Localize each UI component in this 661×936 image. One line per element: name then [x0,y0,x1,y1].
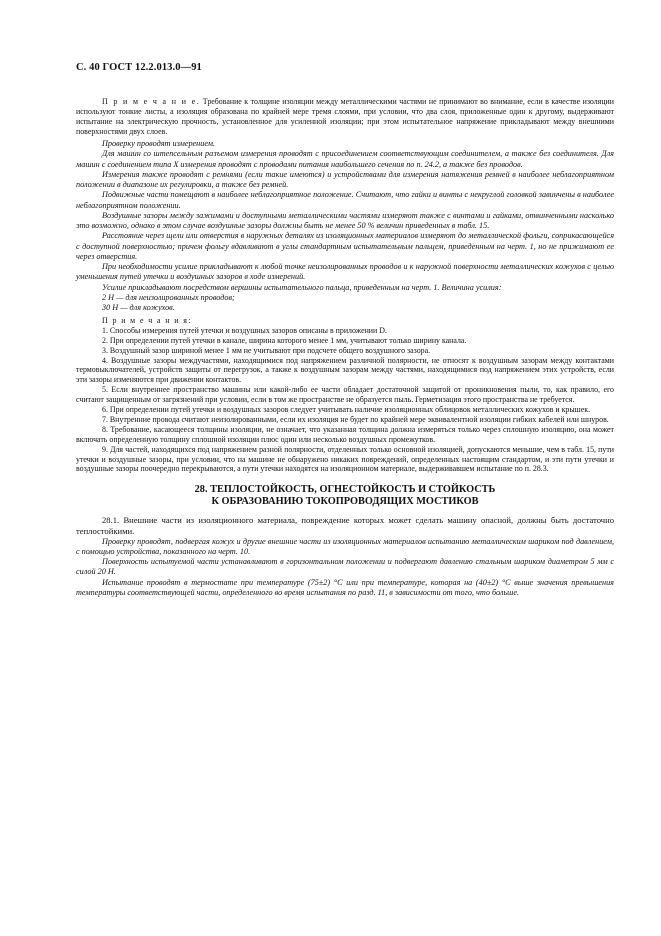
body-paragraph: Воздушные зазоры между зажимами и доступными металлическими частями измеряют также с винтами и гайками, отвинченными насколько это возможно, однако в этом случае воздушные зазоры должны быть не менее 50 % величин приведенных в табл. 15. [76,210,614,231]
section-title [76,484,614,507]
note-label: П р и м е ч а н и е. [102,97,201,106]
section-paragraph: Проверку проводят, подвергая кожух и другие внешние части из изоляционных материалов испытанию металлическим шариком под давлением, с помощью устройства, показанного на черт. 10. [76,536,614,556]
note-item: 5. Если внутреннее пространство машины или какой-либо ее части обладает достаточной защитой от проникновения пыли, то, как правило, его считают защищенным от загрязнений при условии, если в том же пространстве не образуется пыль. Герметизация этого пространства не требуется. [76,385,614,405]
note-paragraph [76,97,614,137]
section-title-line-1: 28. ТЕПЛОСТОЙКОСТЬ, ОГНЕСТОЙКОСТЬ И СТОЙКОСТЬ [194,484,496,496]
note-item: 3. Воздушный зазор шириной менее 1 мм не учитывают при подсчете общего воздушного зазора. [102,345,431,355]
section-paragraph: Испытание проводят в термостате при температуре (75±2) °С или при температуре, которая на (40±2) °С выше значения превышения температуры соответствующей части, определенного во время испытания по разд. 11, в зависимости от того, что больше. [76,577,614,597]
notes-heading: П р и м е ч а н и я: [102,315,192,325]
note-item: 9. Для частей, находящихся под напряжением разной полярности, отделенных только основной изоляцией, допускаются меньшие, чем в табл. 15, пути утечки и воздушные зазоры, при условии, что на машине не обнаружено никаких повреждений, определенных настоящим стандартом, и эти пути утечки и воздушные зазоры поочередно перекрываются, а пути утечки находятся на изоляционном материале, выдерживавшем испытание по п. 28.3. [76,444,614,474]
note-item: 2. При определении путей утечки в канале, ширина которого менее 1 мм, учитывают только ширину канала. [102,335,467,345]
body-paragraph: Измерения также проводят с ремнями (если такие имеются) и устройствами для измерения натяжения ремней в наиболее неблагоприятном положении в диапазоне их регулировки, а также без ремней. [76,169,614,190]
note-item: 1. Способы измерения путей утечки и воздушных зазоров описаны в приложении D. [102,325,387,335]
body-paragraph: Подвижные части помещают в наиболее неблагоприятное положение. Считают, что гайки и винты с некруглой головкой завинчены в наиболее неблагоприятном положении. [76,190,614,210]
note-item: 4. Воздушные зазоры междучастями, находящимися под напряжением различной полярности, не относят к воздушным зазорам между контактами термовыключателей, устройств защиты от перегрузок, а также к воздушным зазорам между частями, находящимися под напряжением этих устройств, если эти зазоры изменяются при движении контактов. [76,355,614,385]
note-item: 6. При определении путей утечки и воздушных зазоров следует учитывать наличие изоляционных облицовок металлических кожухов и крышек. [102,405,591,415]
section-title-line-2: К ОБРАЗОВАНИЮ ТОКОПРОВОДЯЩИХ МОСТИКОВ [211,495,479,507]
force-item: 2 Н — для неизолированных проводов; [102,292,235,302]
page-content [76,97,614,598]
note-text: Требование к толщине изоляции между металлическими частями не принимают во внимание, если в качестве изоляции используют тонкие листы, а изоляция образована по крайней мере тремя слоями, при условии, что два слоя, приложенные один к другому, выдерживают испытание на электрическую прочность, установленное для усиленной изоляции; при этом испытательное напряжение прикладывают между внешними поверхностями двух слоев. [76,97,614,136]
page-header: С. 40 ГОСТ 12.2.013.0—91 [76,62,202,73]
body-paragraph: Для машин со штепсельным разъемом измерения проводят с присоединением соответствующим соединителем, а также без соединителя. Для машин с соединением типа X измерения проводят с проводами питания наибольшего сечения по п. 24.2, а также без проводов. [76,149,614,169]
note-item: 8. Требование, касающееся толщины изоляции, не означает, что указанная толщина должна измеряться только через сплошную изоляцию, она может включать определенную толщину сплошной изоляции плюс один или несколько воздушных промежутков. [76,424,614,444]
section-paragraph: 28.1. Внешние части из изоляционного материала, повреждение которых может сделать машину опасной, должны быть достаточно теплостойкими. [76,515,614,536]
body-paragraph: При необходимости усилие прикладывают к любой точке неизолированных проводов и к наружной поверхности металлических кожухов с целью уменьшения путей утечки и воздушных зазоров в ходе измерений. [76,262,614,282]
body-paragraph: Усилие прикладывают посредством вершины испытательного пальца, приведенным на черт. 1. Величина усилия: [102,282,502,292]
note-item: 7. Внутренние провода считают неизолированными, если их изоляция не будет по крайней мере эквивалентной изоляции гибких кабелей или шнуров. [102,414,609,424]
body-paragraph: Расстояние через щели или отверстия в наружных деталях из изоляционных материалов измеряют до металлической фольги, соприкасающейся с доступной поверхностью; причем фольгу вдавливают в углы стандартным испытательным пальцем, приведенным на черт. 1, но не прижимают ее через отверстия. [76,231,614,261]
section-paragraph: Поверхность испытуемой части устанавливают в горизонтальном положении и подвергают давлению стальным шариком диаметром 5 мм с силой 20 Н. [76,557,614,577]
body-paragraph: Проверку проводят измерением. [102,139,216,149]
force-item: 30 Н — для кожухов. [102,303,175,313]
